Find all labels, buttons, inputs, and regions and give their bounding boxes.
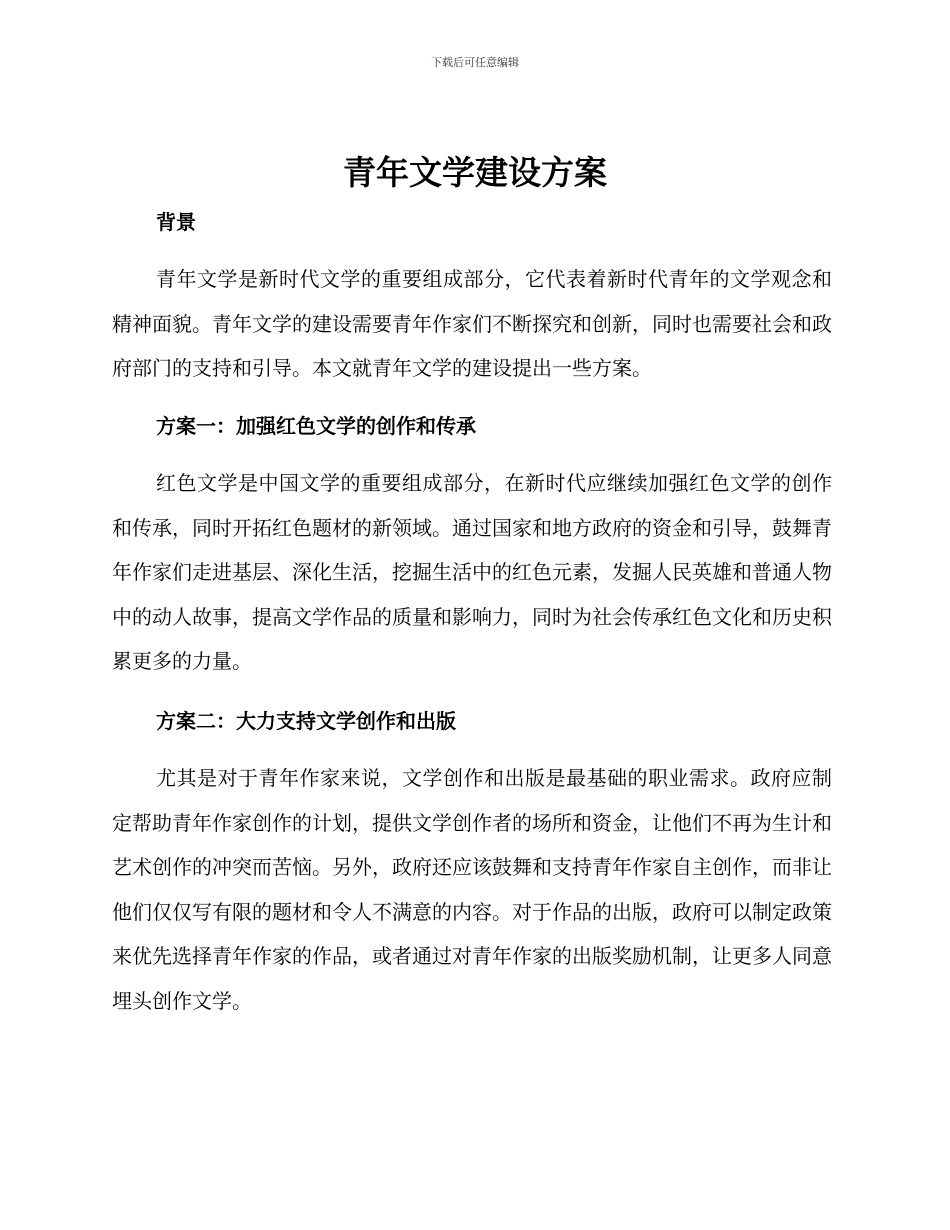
section-heading-plan-one: 方案一：加强红色文学的创作和传承: [156, 414, 476, 438]
section-heading-plan-two: 方案二：大力支持文学创作和出版: [156, 709, 456, 733]
section-paragraph-background: 青年文学是新时代文学的重要组成部分，它代表着新时代青年的文学观念和精神面貌。青年文学的建设需要青年作家们不断探究和创新，同时也需要社会和政府部门的支持和引导。本文就青年文学的建设提出一些方案。: [112, 267, 832, 380]
section-paragraph-plan-one: 红色文学是中国文学的重要组成部分，在新时代应继续加强红色文学的创作和传承，同时开拓红色题材的新领域。通过国家和地方政府的资金和引导，鼓舞青年作家们走进基层、深化生活，挖掘生活中的红色元素，发掘人民英雄和普通人物中的动人故事，提高文学作品的质量和影响力，同时为社会传承红色文化和历史积累更多的力量。: [112, 471, 832, 673]
document-title: 青年文学建设方案: [343, 153, 607, 192]
section-heading-background: 背景: [156, 210, 196, 234]
section-paragraph-plan-two: 尤其是对于青年作家来说，文学创作和出版是最基础的职业需求。政府应制定帮助青年作家创作的计划，提供文学创作者的场所和资金，让他们不再为生计和艺术创作的冲突而苦恼。另外，政府还应该鼓舞和支持青年作家自主创作，而非让他们仅仅写有限的题材和令人不满意的内容。对于作品的出版，政府可以制定政策来优先选择青年作家的作品，或者通过对青年作家的出版奖励机制，让更多人同意埋头创作文学。: [112, 766, 832, 1013]
header-note: 下载后可任意编辑: [431, 56, 519, 69]
